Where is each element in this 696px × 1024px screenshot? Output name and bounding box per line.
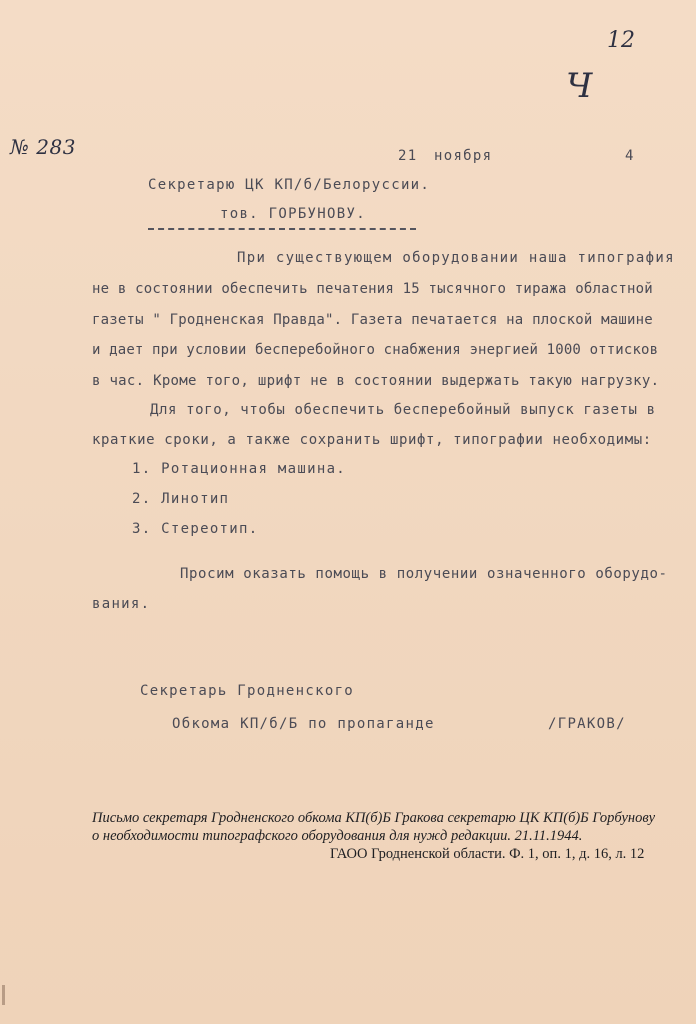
signature-title-line-1: Секретарь Гродненского [140,683,355,699]
date-day: 21 [398,148,418,164]
request-line: Просим оказать помощь в получении означенного оборудо- [180,566,668,582]
caption-archive-source: ГАОО Гродненской области. Ф. 1, оп. 1, д. 16, л. 12 [330,846,645,862]
date-year: 4 [625,148,635,164]
handwritten-registration-number: № 283 [10,135,76,159]
body-line: краткие сроки, а также сохранить шрифт, типографии необходимы: [92,432,652,448]
handwritten-page-number: 12 [607,28,635,53]
page-edge-mark [2,985,5,1005]
list-item: 2. Линотип [132,491,230,507]
body-line: в час. Кроме того, шрифт не в состоянии выдержать такую нагрузку. [92,373,660,389]
addressee-line-1: Секретарю ЦК КП/б/Белоруссии. [148,177,431,193]
addressee-underline [148,228,416,230]
caption-line-2: о необходимости типографского оборудования для нужд редакции. 21.11.1944. [92,828,583,844]
body-line: не в состоянии обеспечить печатения 15 тысячного тиража областной [92,281,653,297]
request-line: вания. [92,596,151,612]
body-line: газеты " Гродненская Правда". Газета печатается на плоской машине [92,312,653,328]
body-line: Для того, чтобы обеспечить бесперебойный выпуск газеты в [150,402,656,418]
signature-name: /ГРАКОВ/ [548,716,626,732]
body-line: При существующем оборудовании наша типография [237,250,675,266]
signature-title-line-2: Обкома КП/б/Б по пропаганде [172,716,435,732]
addressee-line-2: тов. ГОРБУНОВУ. [220,206,366,222]
handwritten-corner-mark: Ч [566,66,593,106]
body-line: и дает при условии бесперебойного снабжения энергией 1000 оттисков [92,342,659,358]
caption-line-1: Письмо секретаря Гродненского обкома КП(б)Б Гракова секретарю ЦК КП(б)Б Горбунову [92,810,656,826]
date-month: ноября [434,148,493,164]
list-item: 3. Стереотип. [132,521,259,537]
list-item: 1. Ротационная машина. [132,461,347,477]
